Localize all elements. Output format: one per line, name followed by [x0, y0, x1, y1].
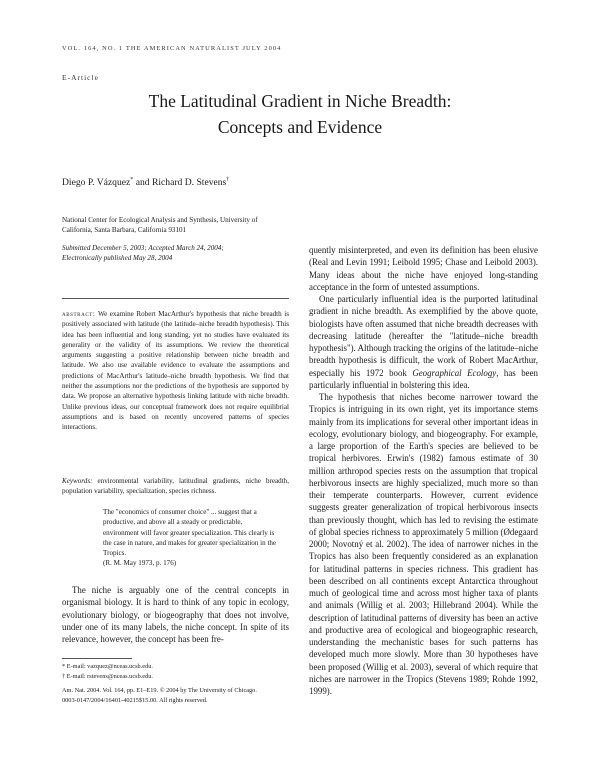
epigraph	[103, 507, 279, 569]
body-paragraph: The hypothesis that niches become narrower toward the Tropics is intriguing in its own right, yet its importance stems mainly from its implications for several other important ideas in ecology, evolutionary biology, and biogeography. For example, a large proportion of the Earth's species are believed to be tropical herbivores. Erwin's (1982) famous estimate of 30 million arthropod species rests on the assumption that tropical herbivorous insects are highly specialized, much more so than their temperate counterparts. However, current evidence suggests greater generalization of tropical herbivorous insects than previously thought, which has led to revising the estimate of global species richness to approximately 5 million (Ødegaard 2000; Novotný et al. 2002). The idea of narrower niches in the Tropics has also been frequently considered as an explanation for latitudinal patterns in species richness. This gradient has been described on all continents except Antarctica throughout much of geological time and across most higher taxa of plants and animals (Willig et al. 2003; Hillebrand 2004). While the description of latitudinal patterns of diversity has been an active and productive area of ecological and biogeographic research, understanding the mechanistic bases for such patterns has developed much more slowly. More than 30 hypotheses have been proposed (Willig et al. 2003), several of which require that niches are narrower in the Tropics (Stevens 1989; Rohde 1992, 1999).	[309, 392, 538, 696]
footnote-1: * E-mail: vazquez@nceas.ucsb.edu.	[62, 663, 153, 670]
citation-line-2: 0003-0147/2004/16401-40215$15.00. All rights reserved.	[62, 697, 208, 704]
article-title	[62, 88, 538, 140]
author-1: Diego P. Vázquez	[62, 177, 131, 189]
body-left-column	[62, 584, 289, 645]
body-paragraph: quently misinterpreted, and even its definition has been elusive (Real and Levin 1991; Leibold 1995; Chase and Leibold 2003). Many ideas about the niche have enjoyed long-standing acceptance in the form of untested assumptions.	[309, 245, 538, 292]
dates	[62, 243, 289, 264]
affiliation: National Center for Ecological Analysis and Synthesis, University of California, Santa Barbara, California 93101	[62, 216, 258, 235]
abstract-label: abstract:	[62, 310, 96, 318]
abstract-rule	[62, 298, 289, 299]
keywords-label: Keywords:	[62, 477, 93, 485]
footnote-rule	[62, 658, 132, 659]
footnote-2: † E-mail: rstevens@nceas.ucsb.edu.	[62, 673, 153, 680]
body-paragraph: The niche is arguably one of the central concepts in organismal biology. It is hard to think of any topic in ecology, evolutionary biology, or biogeography that does not involve, under one of its many labels, the niche concept. In spite of its relevance, however, the concept has been fre-	[62, 585, 289, 644]
footnotes	[62, 662, 289, 706]
title-line-1: The Latitudinal Gradient in Niche Breadth:	[148, 91, 452, 111]
author-join: and	[133, 177, 152, 189]
keywords	[62, 476, 289, 497]
running-head: VOL. 164, NO. 1 THE AMERICAN NATURALIST JULY 2004	[62, 45, 282, 52]
author-2-mark: †	[226, 177, 230, 183]
abstract	[62, 309, 289, 433]
epigraph-text: The "economics of consumer choice" ... suggest that a productive, and above all a steady or predictable, environment will favor greater specialization. This clearly is the case in nature, and makes for greater specialization in the Tropics.	[103, 508, 277, 558]
dates-line-2: Electronically published May 28, 2004	[62, 254, 173, 263]
epigraph-source: (R. M. May 1973, p. 176)	[103, 559, 177, 568]
keywords-text: environmental variability, latitudinal gradients, niche breadth, population variability, specialization, species richness.	[62, 477, 289, 496]
dates-line-1: Submitted December 5, 2003; Accepted March 24, 2004;	[62, 244, 224, 252]
author-2: Richard D. Stevens	[151, 177, 227, 189]
authors	[62, 177, 229, 188]
article-type: E-Article	[62, 73, 99, 82]
title-line-2: Concepts and Evidence	[217, 117, 383, 137]
body-right-column	[309, 244, 538, 697]
body-text-span: One particularly influential idea is the purported latitudinal gradient in niche breadth. As exemplified by the above quote, biologists have often assumed that niche breadth decreases with decreasing latitude (hereafter the "latitude–niche breadth hypothesis"). Although tracking the origins of the latitude–niche breadth hypothesis is difficult, the work of Robert MacArthur, especially his 1972 book	[309, 294, 538, 378]
body-paragraph	[309, 293, 538, 391]
author-1-mark: *	[130, 177, 134, 183]
abstract-text: We examine Robert MacArthur's hypothesis that niche breadth is positively associated with latitude (the latitude–niche breadth hypothesis). This idea has been influential and long standing, yet no studies have evaluated its generality or the validity of its assumptions. We review the theoretical arguments suggesting a positive relationship between niche breadth and latitude. We also use available evidence to evaluate the assumptions and predictions of MacArthur's latitude–niche breadth hypothesis. We find that neither the assumptions nor the predictions of the hypothesis are supported by data. We propose an alternative hypothesis linking latitude with niche breadth. Unlike previous ideas, our conceptual framework does not require equilibrial assumptions and is based on recently uncovered patterns of species interactions.	[62, 310, 289, 432]
citation-line-1: Am. Nat. 2004. Vol. 164, pp. E1–E19. © 2004 by The University of Chicago.	[62, 687, 257, 694]
book-title: Geographical Ecology	[412, 367, 497, 378]
body-text-span: , has been particularly influential in bolstering this idea.	[309, 367, 538, 390]
